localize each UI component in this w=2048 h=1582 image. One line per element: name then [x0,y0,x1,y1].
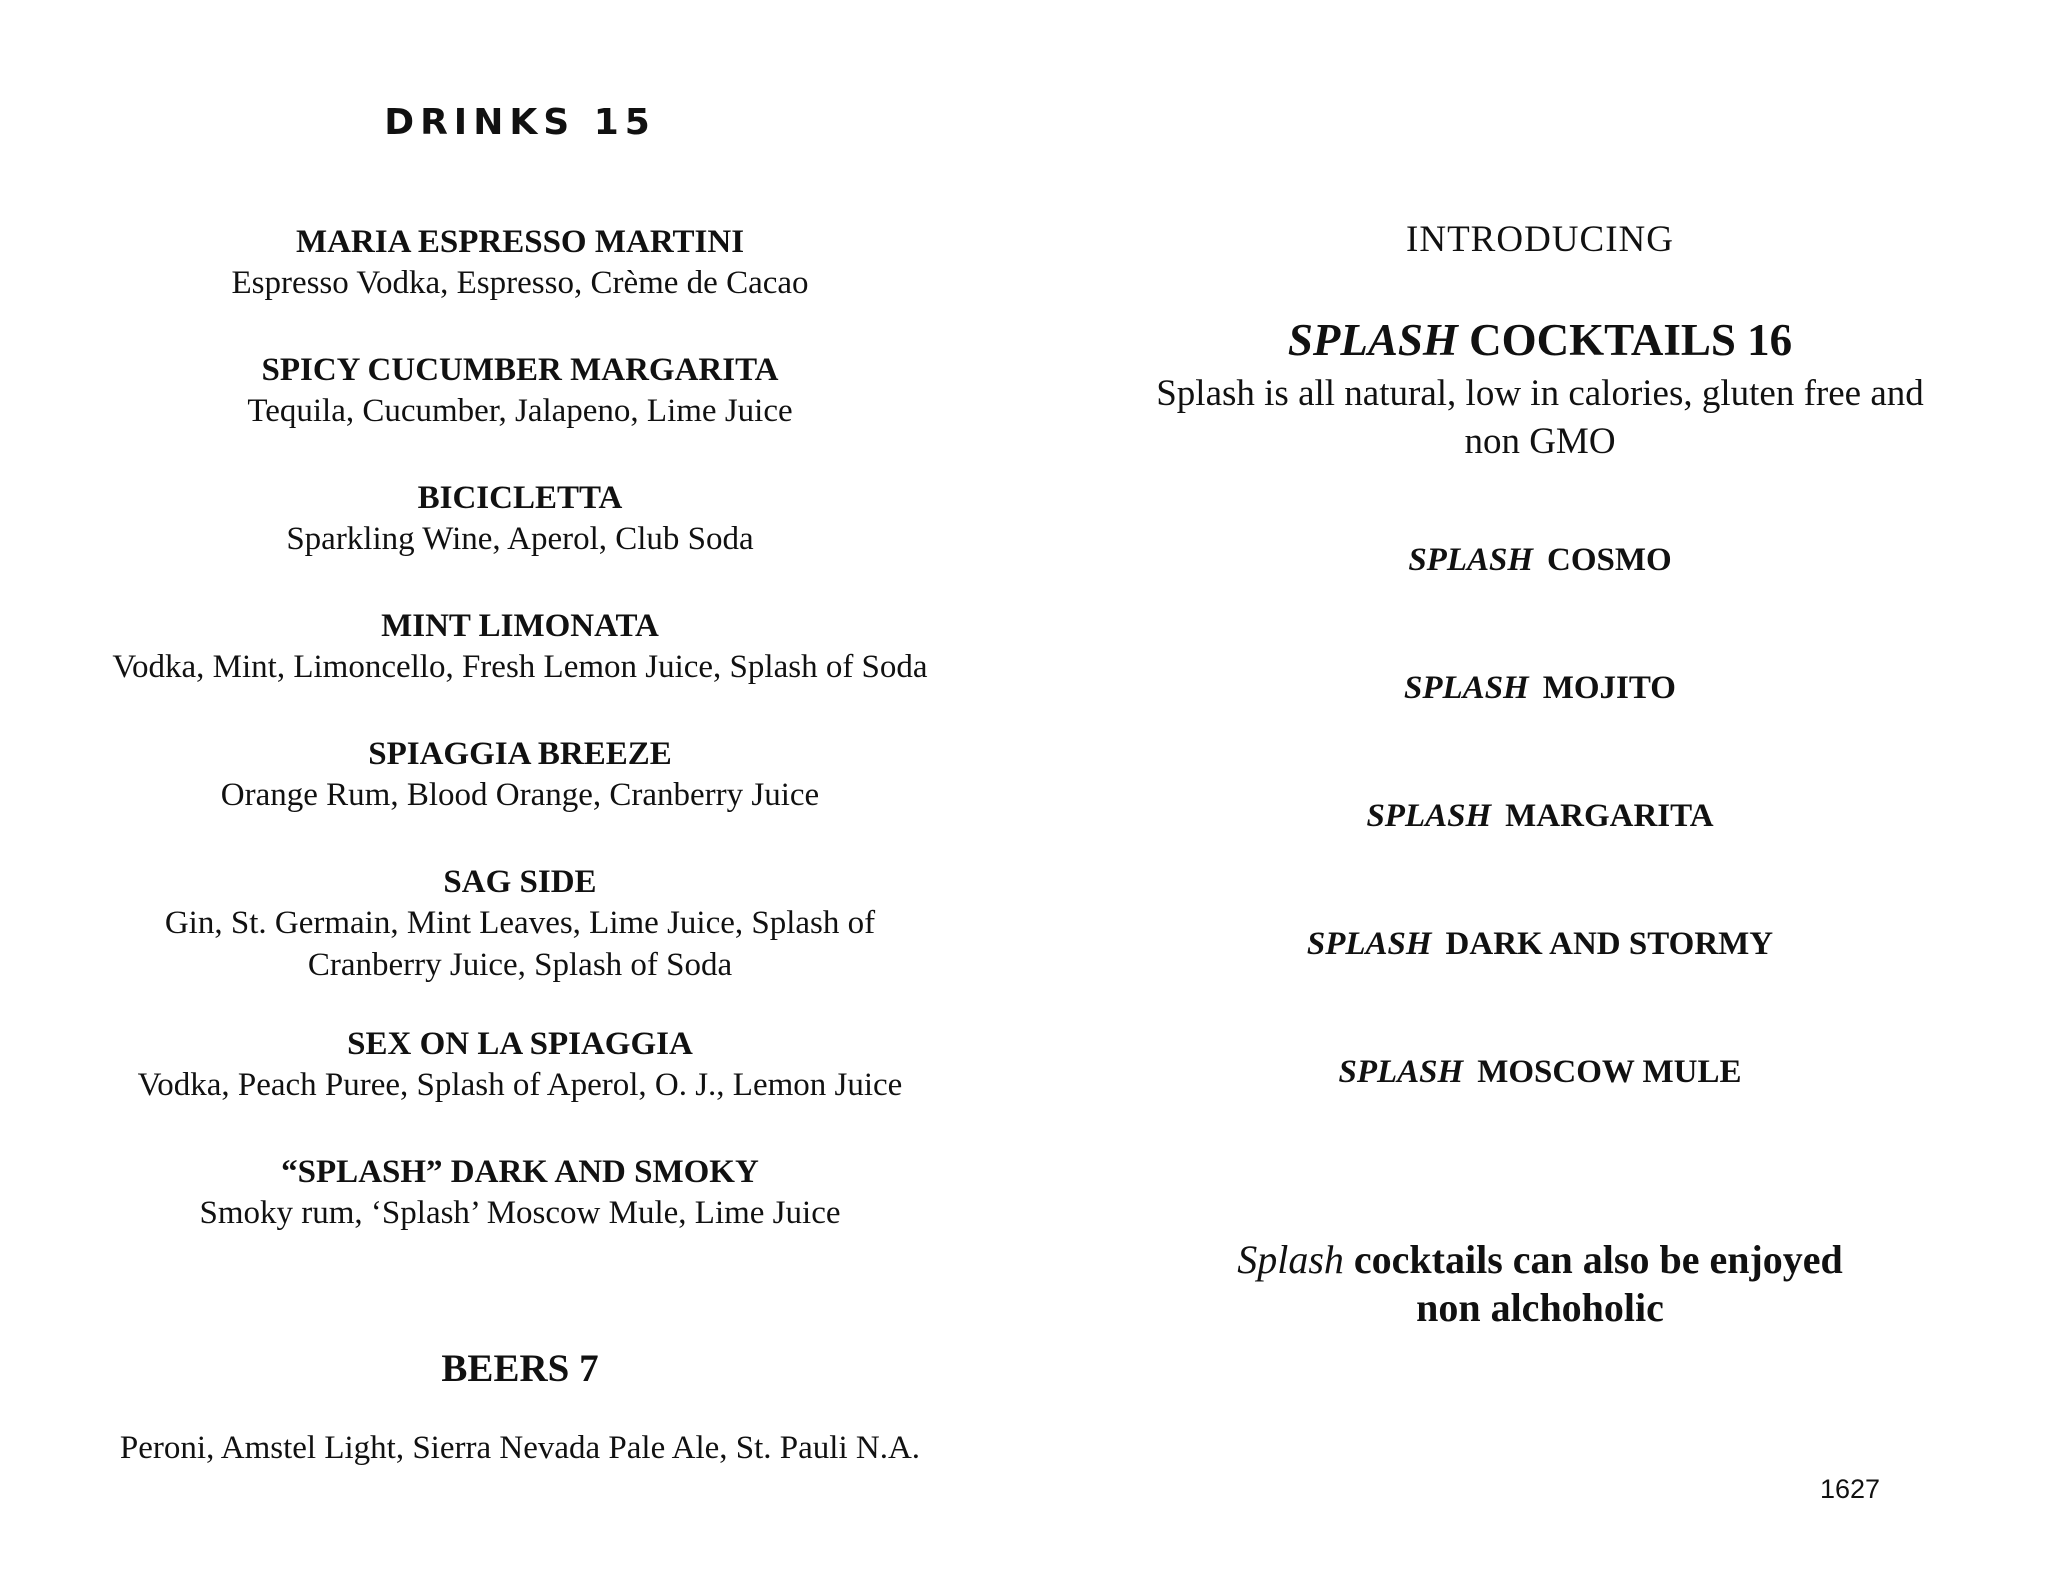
splash-brand: SPLASH [1338,1054,1464,1090]
beers-heading: BEERS 7 [441,1347,599,1390]
splash-item [1075,926,2005,963]
splash-title-rest: COCKTAILS 16 [1469,315,1793,365]
splash-item [1075,798,2005,835]
splash-brand: SPLASH [1306,926,1432,962]
drink-item [40,350,1000,432]
splash-note-text: cocktails can also be enjoyed [1353,1237,1843,1282]
drink-item [40,222,1000,304]
drink-description: Gin, St. Germain, Mint Leaves, Lime Juice, Splash of [164,905,876,941]
drink-name: SEX ON LA SPIAGGIA [347,1026,693,1062]
splash-cocktails-heading [1075,314,2005,366]
splash-item-name: MOJITO [1542,670,1676,706]
splash-description [1075,370,2005,466]
splash-brand: SPLASH [1404,670,1529,706]
splash-item [1075,1054,2005,1091]
drinks-heading: DRINKS 15 [384,102,656,143]
splash-brand: Splash [1237,1237,1344,1282]
page-number: 1627 [1820,1474,1881,1504]
splash-non-alcoholic-note [1075,1236,2005,1332]
splash-brand: SPLASH [1408,542,1534,578]
drink-name: SPIAGGIA BREEZE [368,736,672,772]
splash-note-text: non alchoholic [1416,1285,1664,1330]
splash-description-line: non GMO [1464,421,1616,462]
drink-item [40,606,1000,688]
drink-description: Orange Rum, Blood Orange, Cranberry Juice [220,777,820,813]
splash-description-line: Splash is all natural, low in calories, gluten free and [1156,373,1924,414]
introducing-label: INTRODUCING [1406,219,1674,260]
drink-name: SPICY CUCUMBER MARGARITA [261,352,779,388]
drink-description: Smoky rum, ‘Splash’ Moscow Mule, Lime Juice [199,1195,841,1231]
drink-description: Vodka, Peach Puree, Splash of Aperol, O. J., Lemon Juice [137,1067,903,1103]
drink-name: “SPLASH” DARK AND SMOKY [281,1154,759,1190]
drink-description: Tequila, Cucumber, Jalapeno, Lime Juice [247,393,793,429]
drink-description: Vodka, Mint, Limoncello, Fresh Lemon Juice, Splash of Soda [112,649,928,685]
splash-item-name: DARK AND STORMY [1445,926,1774,962]
drink-name: BICICLETTA [417,480,623,516]
drink-description: Cranberry Juice, Splash of Soda [307,947,733,983]
drink-item [40,862,1000,986]
splash-brand: SPLASH [1287,315,1458,365]
drink-item [40,1152,1000,1234]
splash-brand: SPLASH [1366,798,1492,834]
drink-name: MARIA ESPRESSO MARTINI [295,224,745,260]
splash-item-name: MOSCOW MULE [1477,1054,1742,1090]
splash-item-name: MARGARITA [1505,798,1714,834]
drink-name: SAG SIDE [443,864,597,900]
drink-item [40,734,1000,816]
splash-item [1075,542,2005,579]
drink-item [40,478,1000,560]
splash-item-name: COSMO [1547,542,1672,578]
beers-list: Peroni, Amstel Light, Sierra Nevada Pale Ale, St. Pauli N.A. [119,1430,921,1466]
drink-description: Sparkling Wine, Aperol, Club Soda [286,521,754,557]
drink-item [40,1024,1000,1106]
drink-name: MINT LIMONATA [381,608,659,644]
splash-item [1075,670,2005,707]
drink-description: Espresso Vodka, Espresso, Crème de Cacao [231,265,809,301]
